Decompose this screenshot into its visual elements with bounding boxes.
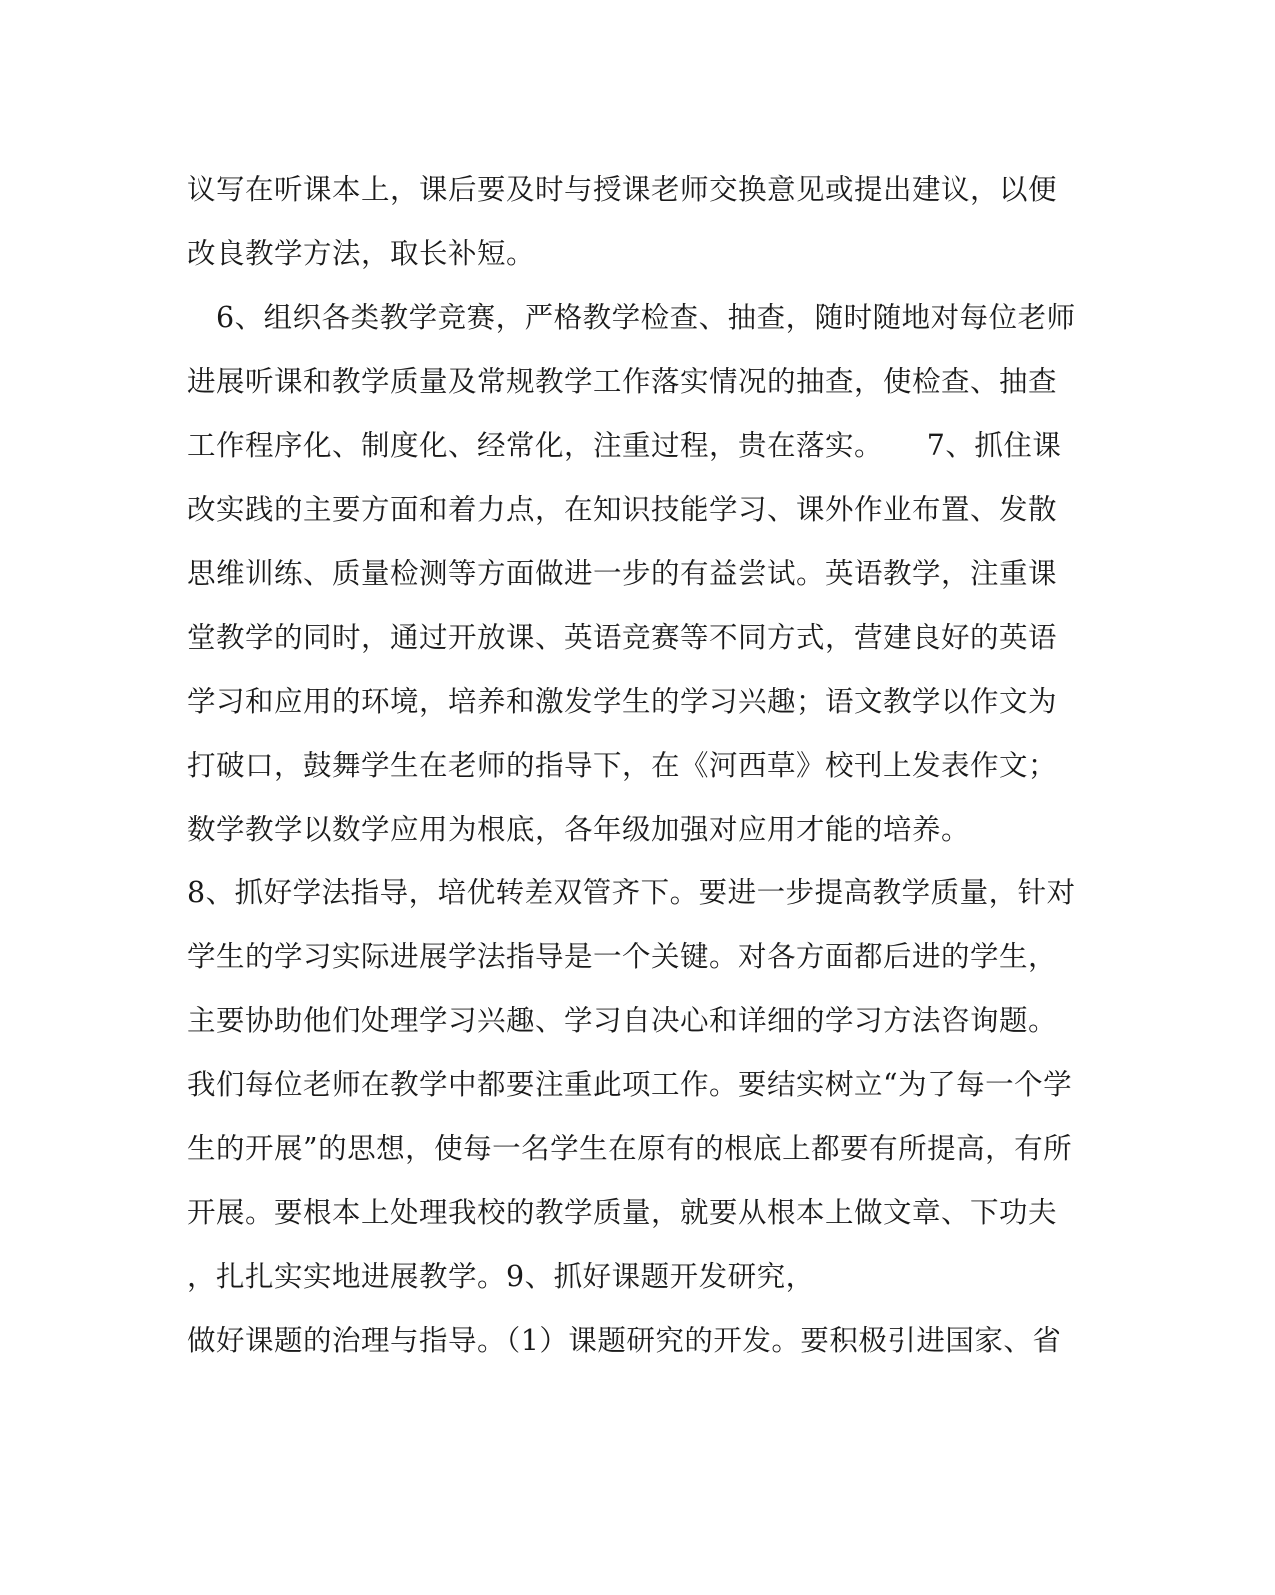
text-line: 主要协助他们处理学习兴趣、学习自决心和详细的学习方法咨询题。 bbox=[187, 1004, 1058, 1037]
text-line: 开展。要根本上处理我校的教学质量，就要从根本上做文章、下功夫 bbox=[187, 1196, 1058, 1229]
text-line: 堂教学的同时，通过开放课、英语竞赛等不同方式，营建良好的英语 bbox=[187, 621, 1058, 654]
text-line: 我们每位老师在教学中都要注重此项工作。要结实树立“为了每一个学 bbox=[187, 1068, 1073, 1101]
text-line: ，扎扎实实地进展教学。9、抓好课题开发研究， bbox=[187, 1260, 815, 1293]
text-line: 做好课题的治理与指导。（1）课题研究的开发。要积极引进国家、省 bbox=[187, 1324, 1062, 1357]
text-line: 8、抓好学法指导，培优转差双管齐下。要进一步提高教学质量，针对 bbox=[187, 876, 1076, 909]
text-line: 学习和应用的环境，培养和激发学生的学习兴趣；语文教学以作文为 bbox=[187, 685, 1058, 718]
text-line: 6、组织各类教学竞赛，严格教学检查、抽查，随时随地对每位老师 bbox=[187, 301, 1076, 334]
text-line: 生的开展”的思想，使每一名学生在原有的根底上都要有所提高，有所 bbox=[187, 1132, 1073, 1165]
text-line: 进展听课和教学质量及常规教学工作落实情况的抽查，使检查、抽查 bbox=[187, 365, 1058, 398]
text-line: 改实践的主要方面和着力点，在知识技能学习、课外作业布置、发散 bbox=[187, 493, 1058, 526]
text-line: 数学教学以数学应用为根底，各年级加强对应用才能的培养。 bbox=[187, 813, 971, 846]
text-line: 学生的学习实际进展学法指导是一个关键。对各方面都后进的学生， bbox=[187, 940, 1058, 973]
text-line: 思维训练、质量检测等方面做进一步的有益尝试。英语教学，注重课 bbox=[187, 557, 1058, 590]
text-line: 议写在听课本上，课后要及时与授课老师交换意见或提出建议，以便 bbox=[187, 173, 1058, 206]
text-line: 改良教学方法，取长补短。 bbox=[187, 237, 536, 270]
text-line: 打破口，鼓舞学生在老师的指导下，在《河西草》校刊上发表作文； bbox=[187, 749, 1058, 782]
text-line: 工作程序化、制度化、经常化，注重过程，贵在落实。 7、抓住课 bbox=[187, 429, 1062, 462]
